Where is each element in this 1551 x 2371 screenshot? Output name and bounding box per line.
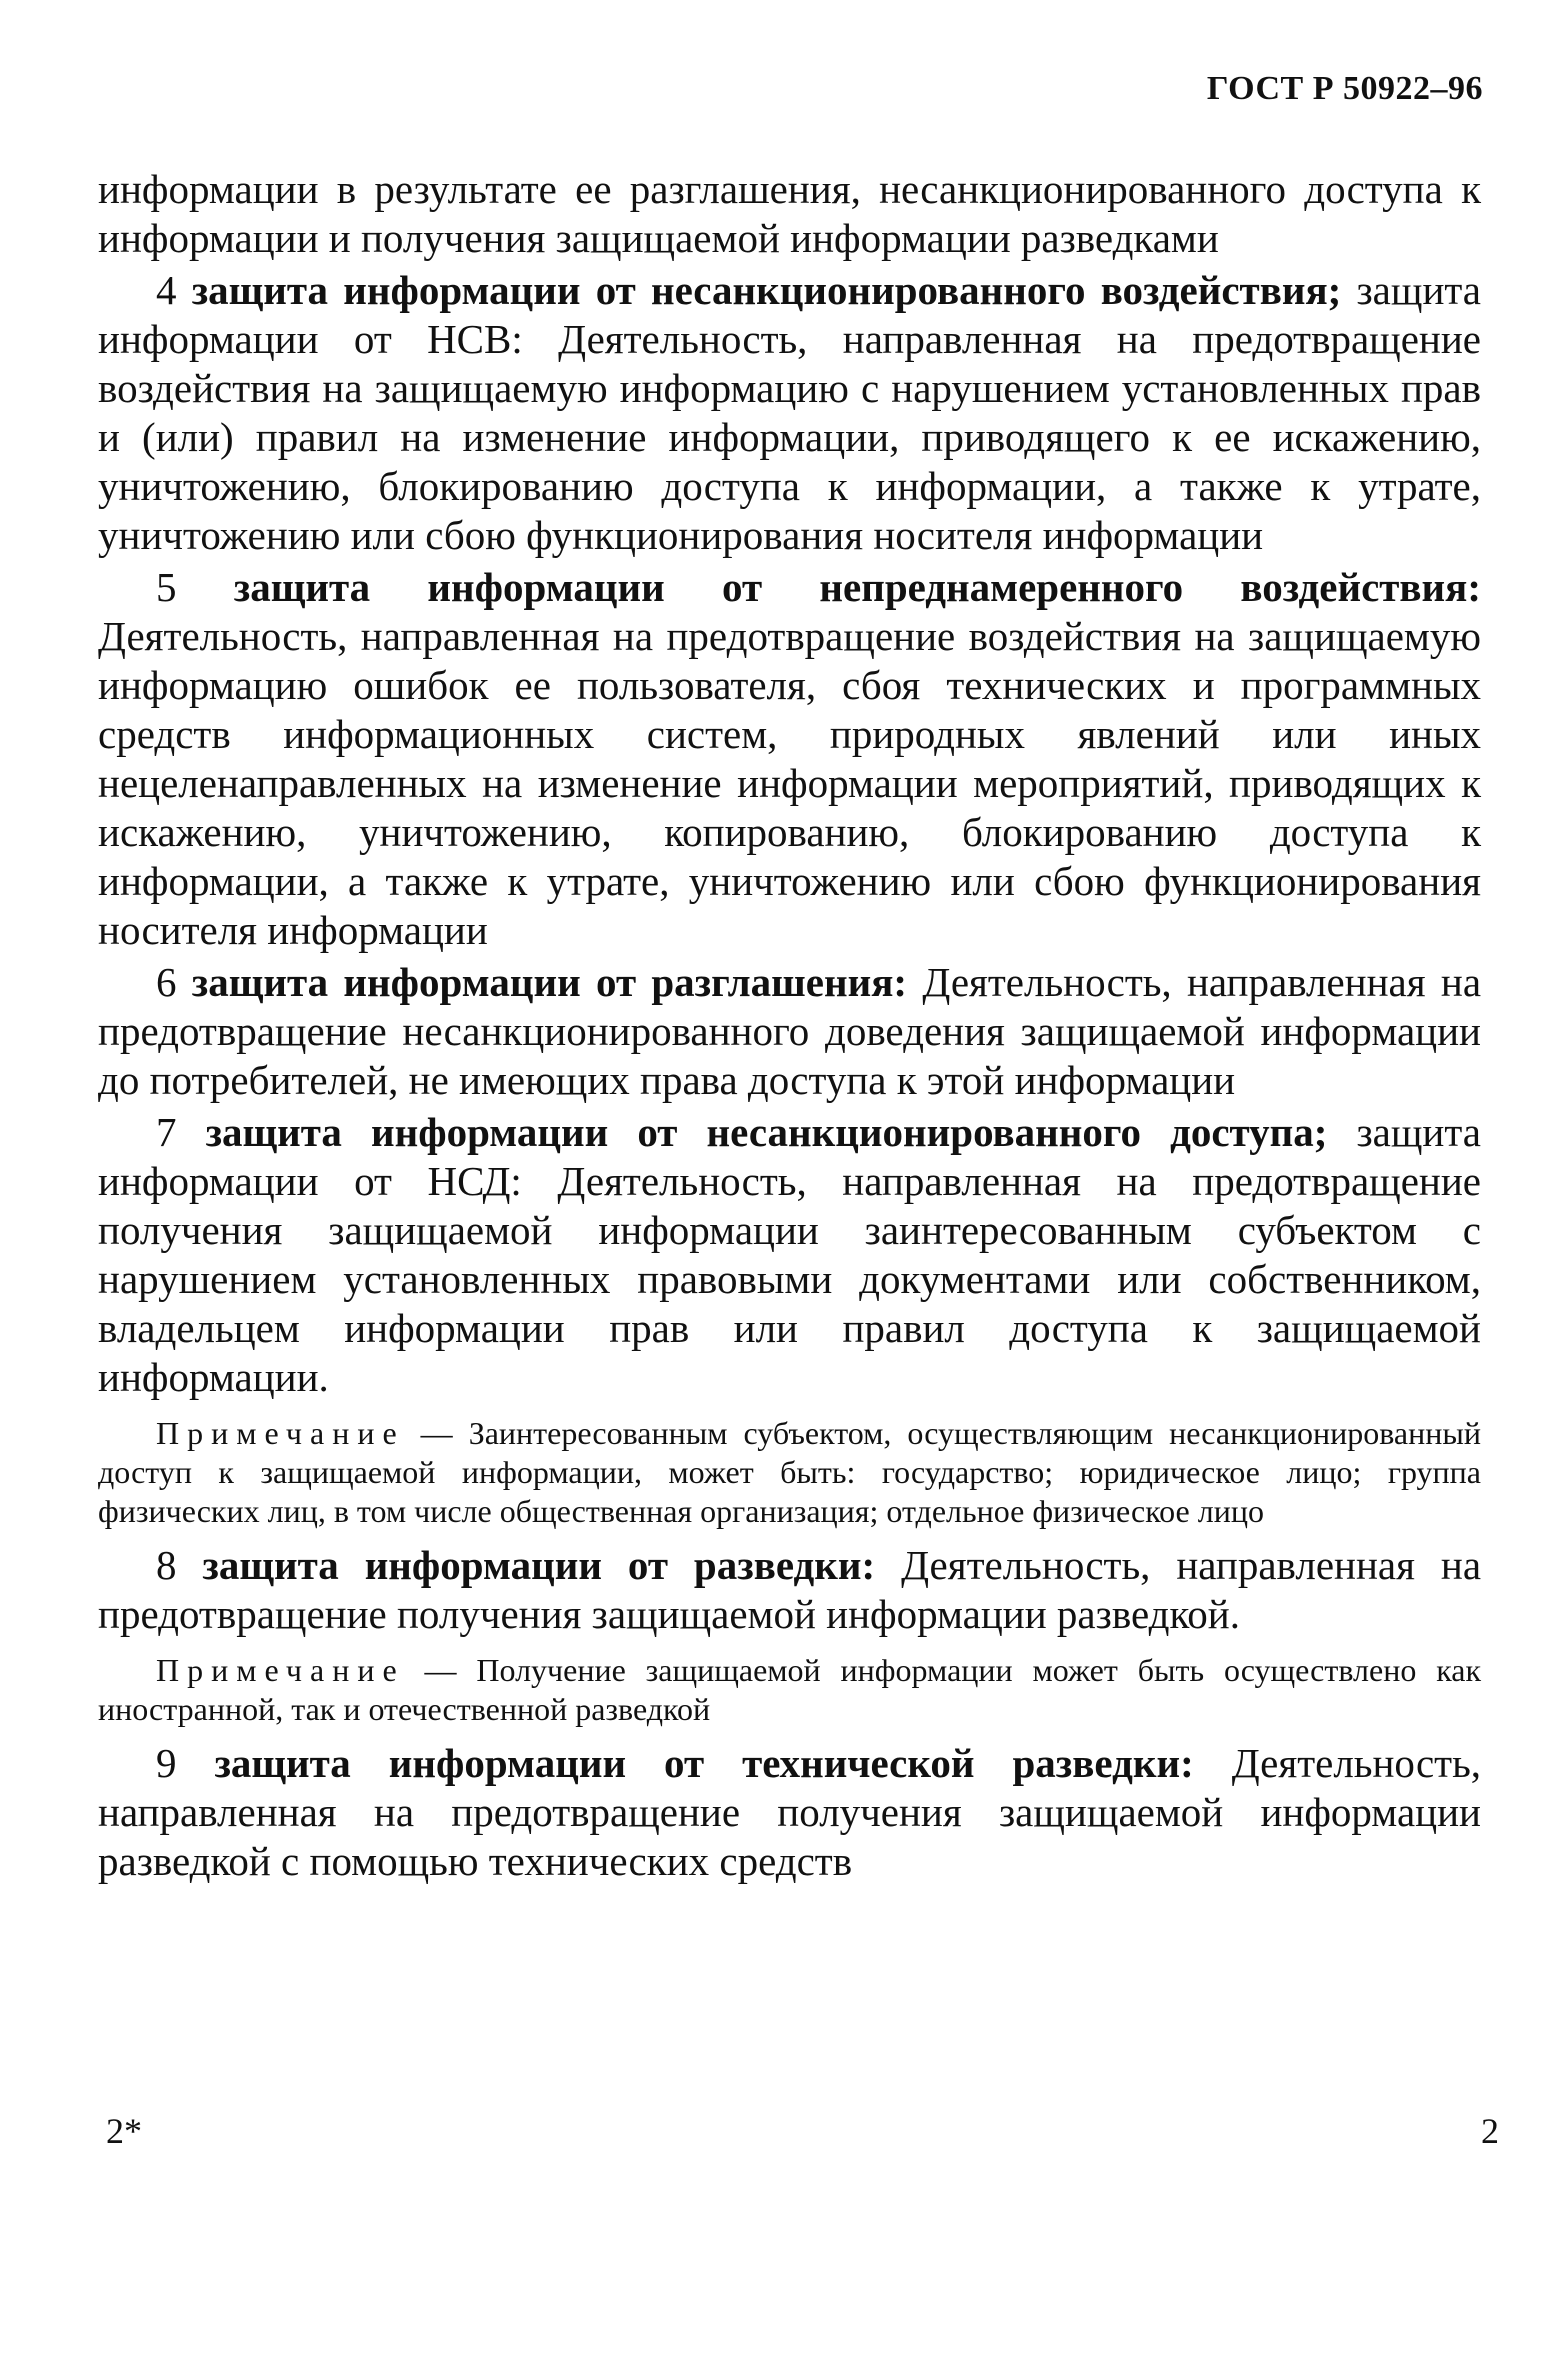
note-1 xyxy=(98,1414,1481,1531)
note-label: Примечание xyxy=(156,1652,405,1688)
term-definition: Деятельность, направленная на предотвращение воздействия на защищаемую информацию ошибок ее пользователя, сбоя технических и программных средств информационных систем, природных явлений или иных нецеленаправленных на изменение информации мероприятий, приводящих к искажению, уничтожению, копированию, блокированию доступа к информации, а также к утрате, уничтожению или сбою функционирования носителя информации xyxy=(98,613,1481,953)
document-code-header: ГОСТ Р 50922–96 xyxy=(1206,70,1483,107)
term-number: 9 xyxy=(156,1740,177,1786)
note-label: Примечание xyxy=(156,1415,405,1451)
term-title: защита информации от разведки: xyxy=(202,1542,876,1588)
term-title: защита информации от непреднамеренного воздействия: xyxy=(233,564,1481,610)
document-body xyxy=(98,165,1481,1889)
term-item-5 xyxy=(98,563,1481,955)
term-definition: Деятельность, направленная на предотвращение несанкционированного доведения защищаемой информации до потребителей, не имеющих права доступа к этой информации xyxy=(98,959,1482,1103)
term-number: 5 xyxy=(156,564,177,610)
term-item-6 xyxy=(98,958,1481,1105)
page-number: 2 xyxy=(1481,2111,1499,2151)
term-item-9 xyxy=(98,1739,1481,1886)
term-item-8 xyxy=(98,1541,1481,1639)
term-title: защита информации от несанкционированного воздействия; xyxy=(191,267,1342,313)
term-definition: защита информации от НСВ: Деятельность, направленная на предотвращение воздействия на защищаемую информацию с нарушением установленных прав и (или) правил на изменение информации, приводящего к ее искажению, уничтожению, блокированию доступа к информации, а также к утрате, уничтожению или сбою функционирования носителя информации xyxy=(98,267,1482,558)
term-number: 4 xyxy=(156,267,177,313)
signature-mark: 2* xyxy=(106,2111,142,2151)
intro-continuation: информации в результате ее разглашения, несанкционированного доступа к информации и получения защищаемой информации разведками xyxy=(98,166,1481,261)
term-definition: Деятельность, направленная на предотвращение получения защищаемой информации разведкой с помощью технических средств xyxy=(98,1740,1482,1884)
term-number: 7 xyxy=(156,1109,177,1155)
term-title: защита информации от технической разведки: xyxy=(214,1740,1194,1786)
term-number: 8 xyxy=(156,1542,177,1588)
term-item-4 xyxy=(98,266,1481,560)
term-title: защита информации от несанкционированного доступа; xyxy=(205,1109,1328,1155)
note-text: — Заинтересованным субъектом, осуществляющим несанкционированный доступ к защищаемой информации, может быть: государство; юридическое лицо; группа физических лиц, в том числе общественная организация; отдельное физическое лицо xyxy=(98,1415,1482,1529)
term-definition: защита информации от НСД: Деятельность, направленная на предотвращение получения защищаемой информации заинтересованным субъектом с нарушением установленных правовыми документами или собственником, владельцем информации прав или правил доступа к защищаемой информации. xyxy=(98,1109,1481,1400)
term-number: 6 xyxy=(156,959,177,1005)
term-definition: Деятельность, направленная на предотвращение получения защищаемой информации разведкой. xyxy=(98,1542,1482,1637)
note-text: — Получение защищаемой информации может быть осуществлено как иностранной, так и отечественной разведкой xyxy=(98,1652,1482,1727)
term-item-7 xyxy=(98,1108,1481,1402)
note-2 xyxy=(98,1651,1481,1729)
term-title: защита информации от разглашения: xyxy=(191,959,908,1005)
